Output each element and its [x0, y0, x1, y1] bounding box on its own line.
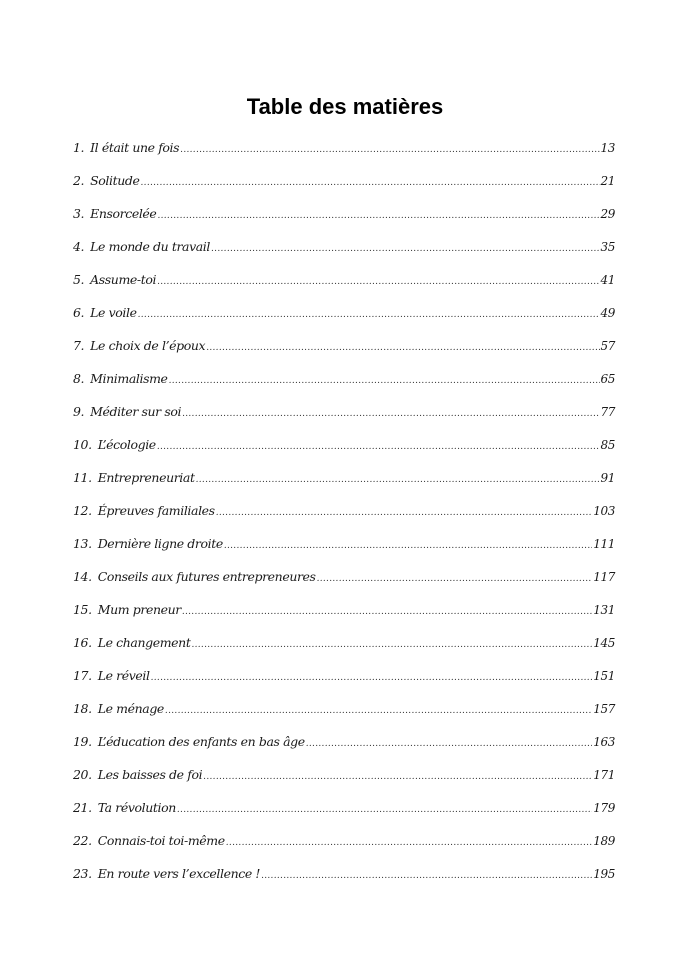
toc-entry-page: 131 — [593, 603, 615, 617]
toc-entry[interactable] — [73, 305, 615, 338]
toc-entry-page: 91 — [600, 471, 615, 485]
toc-entry-label: Les baisses de foi — [97, 767, 203, 782]
toc-dot-leader — [141, 178, 600, 188]
toc-entry-label: Le réveil — [97, 668, 150, 683]
toc-dot-leader — [165, 706, 592, 716]
toc-entry[interactable] — [73, 536, 615, 569]
toc-dot-leader — [216, 508, 593, 518]
toc-entry[interactable] — [73, 833, 615, 866]
toc-entry[interactable] — [73, 239, 615, 272]
toc-entry-number: 1. — [73, 140, 85, 155]
toc-entry-page: 145 — [593, 636, 615, 650]
toc-entry-page: 41 — [600, 273, 615, 287]
toc-dot-leader — [226, 838, 593, 848]
toc-entry-number: 20. — [73, 767, 92, 782]
toc-entry-page: 49 — [600, 306, 615, 320]
toc-entry-number: 6. — [73, 305, 85, 320]
toc-entry[interactable] — [73, 800, 615, 833]
toc-entry[interactable] — [73, 767, 615, 800]
toc-dot-leader — [180, 145, 599, 155]
toc-entry[interactable] — [73, 734, 615, 767]
toc-entry-page: 13 — [600, 141, 615, 155]
toc-entry-page: 85 — [600, 438, 615, 452]
toc-dot-leader — [138, 310, 600, 320]
toc-entry-label: Conseils aux futures entrepreneures — [97, 569, 316, 584]
toc-dot-leader — [157, 442, 600, 452]
toc-entry[interactable] — [73, 470, 615, 503]
toc-dot-leader — [191, 640, 592, 650]
toc-entry-label: Connais-toi toi-même — [97, 833, 225, 848]
toc-entry-label: Minimalisme — [90, 371, 168, 386]
toc-dot-leader — [169, 376, 600, 386]
toc-entry-label: Mum preneur — [97, 602, 181, 617]
toc-entry-number: 13. — [73, 536, 92, 551]
toc-entry-label: Dernière ligne droite — [97, 536, 223, 551]
toc-entry[interactable] — [73, 338, 615, 371]
toc-entry-number: 21. — [73, 800, 92, 815]
toc-entry[interactable] — [73, 173, 615, 206]
toc-entry-page: 29 — [600, 207, 615, 221]
toc-dot-leader — [182, 607, 592, 617]
toc-entry-number: 17. — [73, 668, 92, 683]
toc-entry-number: 2. — [73, 173, 85, 188]
toc-entry-number: 18. — [73, 701, 92, 716]
toc-entry-label: L’éducation des enfants en bas âge — [97, 734, 305, 749]
toc-entry-page: 111 — [593, 537, 615, 551]
toc-dot-leader — [182, 409, 599, 419]
toc-entry[interactable] — [73, 140, 615, 173]
toc-entry-page: 171 — [593, 768, 615, 782]
toc-entry[interactable] — [73, 206, 615, 239]
toc-entry-page: 21 — [600, 174, 615, 188]
toc-dot-leader — [317, 574, 593, 584]
toc-entry-page: 117 — [593, 570, 615, 584]
toc-entry-label: Épreuves familiales — [97, 503, 215, 518]
toc-entry-label: Le choix de l’époux — [90, 338, 206, 353]
toc-entry-number: 19. — [73, 734, 92, 749]
toc-entry-label: Entrepreneuriat — [97, 470, 195, 485]
toc-entry[interactable] — [73, 602, 615, 635]
toc-entry-label: Ensorcelée — [90, 206, 157, 221]
toc-entry-page: 189 — [593, 834, 615, 848]
toc-entry[interactable] — [73, 701, 615, 734]
toc-entry-label: Le changement — [97, 635, 191, 650]
toc-entry[interactable] — [73, 866, 615, 899]
toc-entry-page: 195 — [593, 867, 615, 881]
toc-dot-leader — [224, 541, 592, 551]
toc-entry[interactable] — [73, 437, 615, 470]
toc-entry-number: 14. — [73, 569, 92, 584]
toc-entry-page: 179 — [593, 801, 615, 815]
toc-dot-leader — [203, 772, 592, 782]
toc-entry-label: Le voile — [90, 305, 137, 320]
toc-dot-leader — [211, 244, 600, 254]
toc-dot-leader — [206, 343, 599, 353]
toc-entry[interactable] — [73, 668, 615, 701]
toc-entry-number: 15. — [73, 602, 92, 617]
toc-entry-label: Assume-toi — [90, 272, 157, 287]
toc-dot-leader — [177, 805, 592, 815]
toc-entry-page: 103 — [593, 504, 615, 518]
toc-dot-leader — [196, 475, 600, 485]
toc-entry-page: 35 — [600, 240, 615, 254]
toc-entry-number: 4. — [73, 239, 85, 254]
toc-entry[interactable] — [73, 272, 615, 305]
toc-entry-number: 23. — [73, 866, 92, 881]
toc-entry-label: Le monde du travail — [90, 239, 211, 254]
toc-entry[interactable] — [73, 371, 615, 404]
toc-entry-page: 57 — [600, 339, 615, 353]
toc-entry[interactable] — [73, 635, 615, 668]
toc-entry-label: Le ménage — [97, 701, 164, 716]
toc-entry-number: 16. — [73, 635, 92, 650]
toc-entry-label: Méditer sur soi — [90, 404, 182, 419]
toc-entry-number: 22. — [73, 833, 92, 848]
toc-dot-leader — [261, 871, 592, 881]
toc-entry-number: 11. — [73, 470, 92, 485]
toc-entry-label: Il était une fois — [90, 140, 180, 155]
toc-entry-label: Ta révolution — [97, 800, 176, 815]
toc-entry-page: 163 — [593, 735, 615, 749]
toc-entry-label: Solitude — [90, 173, 140, 188]
toc-entry-number: 10. — [73, 437, 92, 452]
toc-entry-number: 8. — [73, 371, 85, 386]
toc-list — [73, 140, 615, 899]
toc-entry-page: 77 — [600, 405, 615, 419]
toc-dot-leader — [306, 739, 593, 749]
toc-dot-leader — [151, 673, 593, 683]
toc-dot-leader — [157, 211, 599, 221]
toc-entry-label: En route vers l’excellence ! — [97, 866, 261, 881]
toc-entry-page: 65 — [600, 372, 615, 386]
toc-entry-number: 3. — [73, 206, 85, 221]
toc-entry-number: 7. — [73, 338, 85, 353]
toc-dot-leader — [157, 277, 599, 287]
toc-entry[interactable] — [73, 404, 615, 437]
toc-entry-number: 12. — [73, 503, 92, 518]
toc-entry-number: 9. — [73, 404, 85, 419]
toc-entry-number: 5. — [73, 272, 85, 287]
toc-entry-page: 157 — [593, 702, 615, 716]
toc-entry-page: 151 — [593, 669, 615, 683]
toc-entry[interactable] — [73, 569, 615, 602]
page-title: Table des matières — [246, 94, 444, 119]
toc-entry-label: L’écologie — [97, 437, 156, 452]
toc-entry[interactable] — [73, 503, 615, 536]
